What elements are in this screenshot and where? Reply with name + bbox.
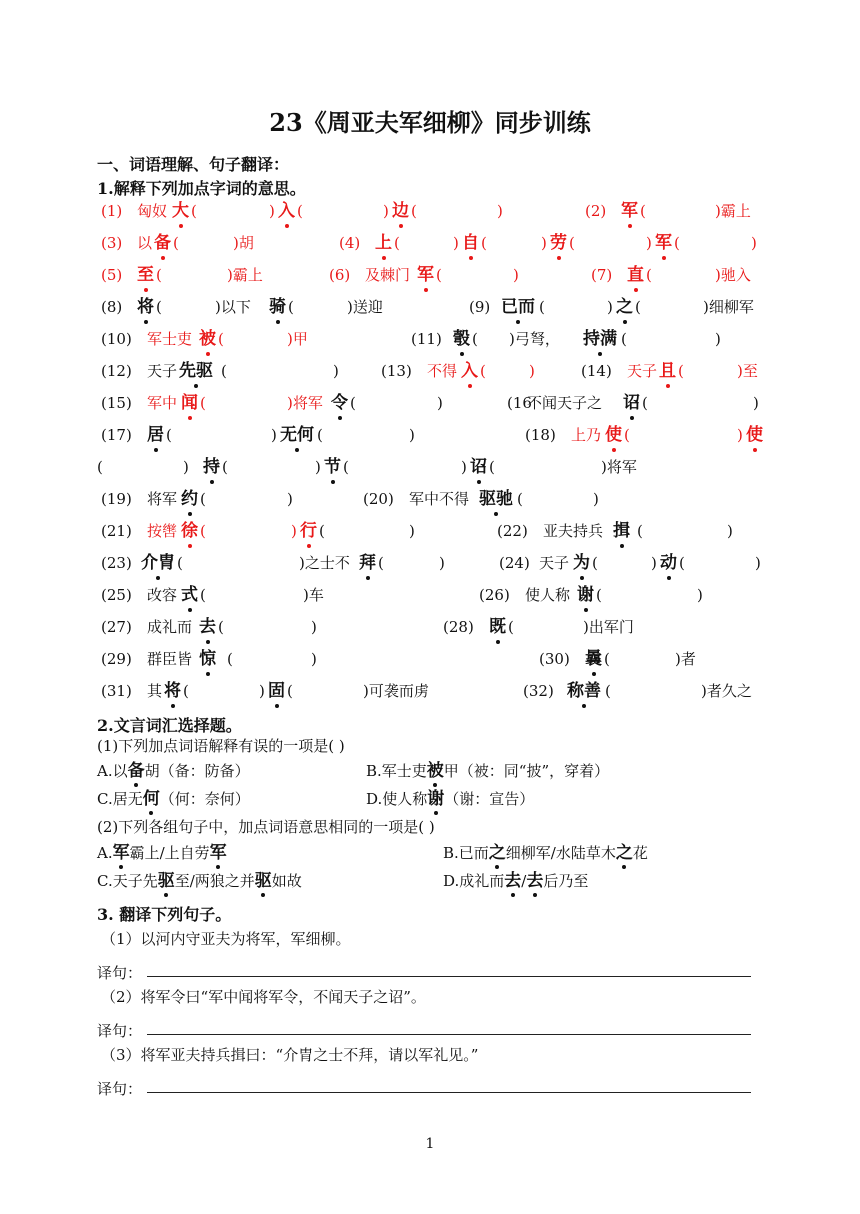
item-text: )之士不 — [299, 554, 350, 572]
item-row-7: (15) 军中 闻 ( )将军 令 ( ) (16 不闻天子之 诏 ( ) — [101, 393, 759, 413]
dotted-word: 备 — [127, 761, 145, 781]
dotted-word: 曩 — [585, 649, 602, 669]
choice-option-c[interactable]: C.居无何（何：奈何） — [97, 789, 250, 809]
dotted-word: 诏 — [623, 393, 640, 413]
dotted-word: 已而 — [501, 297, 535, 317]
item-row-11: (21) 按辔 徐 ( ) 行 ( ) (22) 亚夫持兵 揖 ( ) — [101, 521, 733, 541]
dotted-word: 之 — [615, 843, 633, 863]
dotted-word: 军 — [112, 843, 130, 863]
translation-sentence-3: （3）将军亚夫持兵揖曰：“介胄之士不拜，请以军礼见。” — [101, 1046, 479, 1064]
translation-label: 译句： — [97, 1080, 143, 1098]
item-text: )驰入 — [715, 266, 751, 284]
item-text: 匈奴 — [137, 202, 168, 220]
choice-option-d[interactable]: D.使人称谢（谢：宣告） — [366, 789, 535, 809]
section1-heading: 一、词语理解、句子翻译： — [97, 155, 290, 174]
dotted-word: 被 — [426, 761, 444, 781]
item-number: (12) — [101, 362, 132, 380]
item-row-15: (29) 群臣皆 惊 ( ) (30) 曩 ( )者 — [101, 649, 696, 669]
item-row-10: (19) 将军 约 ( ) (20) 军中不得 驱驰 ( ) — [101, 489, 599, 509]
item-number: (24) — [499, 554, 530, 572]
translation-answer-line-3[interactable] — [147, 1092, 751, 1093]
choice-question-2: (2)下列各组句子中，加点词语意思相同的一项是( ) — [97, 818, 435, 836]
item-number: (2) — [585, 202, 607, 220]
item-number: (32) — [523, 682, 554, 700]
dotted-word: 惊 — [199, 649, 216, 669]
item-text: )将军 — [287, 394, 323, 412]
item-text: ( — [297, 202, 303, 220]
dotted-word: 备 — [154, 233, 171, 253]
dotted-word: 军 — [209, 843, 227, 863]
dotted-word: 入 — [278, 201, 295, 221]
item-text: )送迎 — [347, 298, 383, 316]
item-number: (5) — [101, 266, 123, 284]
item-text: )出军门 — [583, 618, 634, 636]
item-number: (17) — [101, 426, 132, 444]
item-number: (8) — [101, 298, 123, 316]
item-number: (1) — [101, 202, 123, 220]
dotted-word: 介胄 — [141, 553, 175, 573]
item-number: (29) — [101, 650, 132, 668]
item-text: 按辔 — [147, 522, 178, 540]
item-row-6: (12) 天子 先驱 ( ) (13) 不得 入 ( ) (14) 天子 且 ( )至 — [101, 361, 758, 381]
item-number: (31) — [101, 682, 132, 700]
translation-label: 译句： — [97, 964, 143, 982]
item-number: (26) — [479, 586, 510, 604]
dotted-word: 军 — [655, 233, 672, 253]
item-text: )甲 — [287, 330, 308, 348]
item-row-12: (23) 介胄 ( )之士不 拜 ( ) (24) 天子 为 ( ) 动 ( ) — [101, 553, 761, 573]
item-text: ( — [640, 202, 646, 220]
item-row-1 — [101, 200, 781, 224]
item-number: (4) — [339, 234, 361, 252]
dotted-word: 去 — [526, 871, 544, 891]
dotted-word: 行 — [300, 521, 317, 541]
translation-answer-line-1[interactable] — [147, 976, 751, 977]
item-text: 天子 — [147, 362, 178, 380]
dotted-word: 使 — [605, 425, 622, 445]
dotted-word: 将 — [164, 681, 181, 701]
dotted-word: 揖 — [613, 521, 630, 541]
item-text: 军士吏 — [147, 330, 193, 348]
dotted-word: 劳 — [550, 233, 567, 253]
dotted-word: 为 — [573, 553, 590, 573]
item-number: (6) — [329, 266, 351, 284]
dotted-word: 先驱 — [179, 361, 213, 381]
item-text: ) — [269, 202, 275, 220]
choice-option-a[interactable]: A.以备胡（备：防备） — [97, 761, 250, 781]
item-text: )车 — [303, 586, 324, 604]
dotted-word: 军 — [417, 265, 434, 285]
item-number: (10) — [101, 330, 132, 348]
dotted-word: 何 — [142, 789, 160, 809]
dotted-word: 自 — [462, 233, 479, 253]
page-title: 23《周亚夫军细柳》同步训练 — [269, 108, 591, 137]
item-text: 以 — [137, 234, 153, 252]
item-number: (28) — [443, 618, 474, 636]
dotted-word: 无何 — [280, 425, 314, 445]
item-text: 使人称 — [525, 586, 571, 604]
item-text: )可袭而虏 — [363, 682, 429, 700]
question-1-prompt: 1.解释下列加点字词的意思。 — [97, 179, 306, 198]
item-number: (16 — [507, 394, 532, 412]
dotted-word: 入 — [461, 361, 478, 381]
dotted-word: 至 — [137, 265, 154, 285]
choice-option-b[interactable]: B.军士吏被甲（被：同“披”，穿着） — [366, 761, 610, 781]
item-number: (3) — [101, 234, 123, 252]
item-row-8: (17) 居 ( ) 无何 ( ) (18) 上乃 使 ( ) 使 — [101, 425, 763, 445]
item-number: (22) — [497, 522, 528, 540]
dotted-word: 去 — [199, 617, 216, 637]
item-text: )细柳军 — [703, 298, 754, 316]
translation-sentence-2: （2）将军令曰“军中闻将军令，不闻天子之诏”。 — [101, 988, 426, 1006]
dotted-word: 上 — [375, 233, 392, 253]
item-number: (19) — [101, 490, 132, 508]
item-number: (14) — [581, 362, 612, 380]
item-text: ) — [383, 202, 389, 220]
page-number: 1 — [425, 1136, 435, 1152]
item-row-14: (27) 成礼而 去 ( ) (28) 既 ( )出军门 — [101, 617, 634, 637]
dotted-word: 之 — [488, 843, 506, 863]
item-number: (30) — [539, 650, 570, 668]
translation-sentence-1: （1）以河内守亚夫为将军，军细柳。 — [101, 930, 351, 948]
item-number: (27) — [101, 618, 132, 636]
dotted-word: 彀 — [453, 329, 470, 349]
item-text: 改容 — [147, 586, 178, 604]
item-row-16: (31) 其 将 ( ) 固 ( )可袭而虏 (32) 称善 ( )者久之 — [101, 681, 752, 701]
dotted-word: 将 — [137, 297, 154, 317]
dotted-word: 去 — [504, 871, 522, 891]
item-text: )霸上 — [715, 202, 751, 220]
dotted-word: 式 — [181, 585, 198, 605]
item-number: (15) — [101, 394, 132, 412]
item-text: 亚夫持兵 — [543, 522, 604, 540]
choice-question-1: (1)下列加点词语解释有误的一项是( ) — [97, 737, 345, 755]
choice-option-b[interactable]: B.已而之细柳军/水陆草木之花 — [443, 843, 648, 863]
item-text: 将军 — [147, 490, 178, 508]
dotted-word: 固 — [268, 681, 285, 701]
dotted-word: 约 — [181, 489, 198, 509]
item-text: ( — [411, 202, 417, 220]
dotted-word: 谢 — [427, 789, 445, 809]
item-text: )胡 — [233, 234, 254, 252]
item-number: (13) — [381, 362, 412, 380]
dotted-word: 徐 — [181, 521, 198, 541]
item-number: (21) — [101, 522, 132, 540]
item-number: (9) — [469, 298, 491, 316]
dotted-word: 既 — [489, 617, 506, 637]
dotted-word: 大 — [172, 201, 189, 221]
section2-heading: 2.文言词汇选择题。 — [97, 716, 242, 735]
dotted-word: 骑 — [269, 297, 286, 317]
item-number: (23) — [101, 554, 132, 572]
choice-option-c[interactable]: C.天子先驱至/两狼之并驱如故 — [97, 871, 302, 891]
dotted-word: 持满 — [583, 329, 617, 349]
dotted-word: 闻 — [181, 393, 198, 413]
item-text: 其 — [147, 682, 163, 700]
item-number: (18) — [525, 426, 556, 444]
item-text: )者 — [675, 650, 696, 668]
item-text: 不得 — [427, 362, 458, 380]
dotted-word: 之 — [616, 297, 633, 317]
item-text: )霸上 — [227, 266, 263, 284]
item-row-13: (25) 改容 式 ( )车 (26) 使人称 谢 ( ) — [101, 585, 703, 605]
item-number: (7) — [591, 266, 613, 284]
item-row-3: (5) 至 ( )霸上 (6) 及棘门 军 ( ) (7) 直 ( )驰入 — [101, 265, 751, 285]
item-text: 天子 — [539, 554, 570, 572]
dotted-word: 驱驰 — [479, 489, 513, 509]
dotted-word: 被 — [199, 329, 216, 349]
item-row-2: (3) 以 备 ( )胡 (4) 上 ( ) 自 ( ) 劳 ( ) 军 ( ) — [101, 233, 757, 253]
translation-label: 译句： — [97, 1022, 143, 1040]
item-text: 军中 — [147, 394, 178, 412]
dotted-word: 边 — [392, 201, 409, 221]
dotted-word: 使 — [746, 425, 763, 445]
dotted-word: 驱 — [157, 871, 175, 891]
item-number: (11) — [411, 330, 442, 348]
dotted-word: 居 — [147, 425, 164, 445]
item-text: 群臣皆 — [147, 650, 193, 668]
translation-answer-line-2[interactable] — [147, 1034, 751, 1035]
dotted-word: 谢 — [577, 585, 594, 605]
dotted-word: 拜 — [359, 553, 376, 573]
item-text: 不闻天子之 — [527, 394, 603, 412]
item-text: 天子 — [627, 362, 658, 380]
item-row-9: ( ) 持 ( ) 节 ( ) 诏 ( )将军 — [97, 457, 637, 477]
item-text: 成礼而 — [147, 618, 193, 636]
section3-heading: 3. 翻译下列句子。 — [97, 905, 232, 924]
choice-option-d[interactable]: D.成礼而去/去后乃至 — [443, 871, 589, 891]
item-text: ( — [191, 202, 197, 220]
item-row-4: (8) 将 ( )以下 骑 ( )送迎 (9) 已而 ( ) 之 ( )细柳军 — [101, 297, 754, 317]
item-row-5: (10) 军士吏 被 ( )甲 (11) 彀 ( )弓弩， 持满 ( ) — [101, 329, 721, 349]
item-text: )弓弩， — [509, 330, 560, 348]
item-text: 及棘门 — [365, 266, 411, 284]
item-text: )以下 — [215, 298, 251, 316]
dotted-word: 动 — [660, 553, 677, 573]
dotted-word: 令 — [331, 393, 348, 413]
item-text: ( — [173, 234, 179, 252]
item-text: )者久之 — [701, 682, 752, 700]
dotted-word: 军 — [621, 201, 638, 221]
dotted-word: 且 — [659, 361, 676, 381]
dotted-word: 驱 — [254, 871, 272, 891]
item-text: 上乃 — [571, 426, 602, 444]
dotted-word: 直 — [627, 265, 644, 285]
item-text: ) — [497, 202, 503, 220]
item-number: (25) — [101, 586, 132, 604]
item-text: 军中不得 — [409, 490, 470, 508]
dotted-word: 称善 — [567, 681, 601, 701]
choice-option-a[interactable]: A.军霸上/上自劳军 — [97, 843, 227, 863]
item-number: (20) — [363, 490, 394, 508]
item-text: )至 — [737, 362, 758, 380]
